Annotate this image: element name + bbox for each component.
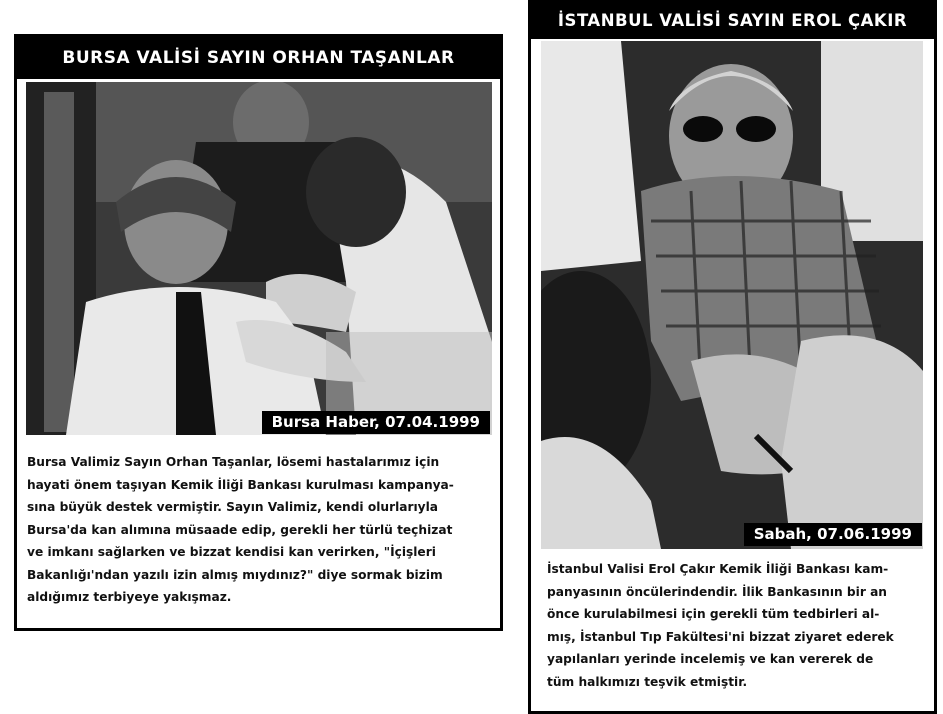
caption-line: Bakanlığı'ndan yazılı izin almış mıydınız?" diye sormak bizim: [27, 567, 443, 582]
istanbul-photo-illustration: [541, 41, 923, 549]
caption-line: sına büyük destek vermiştir. Sayın Valimiz, kendi olurlarıyla: [27, 500, 439, 514]
istanbul-article-caption: [547, 558, 925, 693]
caption-line: hayati önem taşıyan Kemik İliği Bankası kurulması kampanya-: [27, 477, 454, 492]
bursa-article-caption: [27, 451, 493, 609]
caption-line: tüm halkımızı teşvik etmiştir.: [547, 674, 748, 689]
istanbul-article-panel: [528, 0, 937, 714]
bursa-article-title: BURSA VALİSİ SAYIN ORHAN TAŞANLAR: [17, 37, 500, 79]
caption-line: panyasının öncülerindendir. İlik Bankasının bir an: [547, 584, 887, 599]
caption-line: Bursa Valimiz Sayın Orhan Taşanlar, lösemi hastalarımız için: [27, 455, 440, 469]
caption-line: Bursa'da kan alımına müsaade edip, gerekli her türlü teçhizat: [27, 522, 453, 537]
caption-line: mış, İstanbul Tıp Fakültesi'ni bizzat ziyaret ederek: [547, 629, 894, 644]
caption-line: İstanbul Valisi Erol Çakır Kemik İliği Bankası kam-: [547, 562, 889, 576]
bursa-photo-credit: Bursa Haber, 07.04.1999: [262, 411, 490, 434]
bursa-governor-blood-donation-photo: [26, 82, 492, 435]
caption-line: önce kurulabilmesi için gerekli tüm tedbirleri al-: [547, 607, 880, 621]
bursa-photo-illustration: [26, 82, 492, 435]
istanbul-article-title: İSTANBUL VALİSİ SAYIN EROL ÇAKIR: [531, 3, 934, 39]
caption-line: ve imkanı sağlarken ve bizzat kendisi kan verirken, "İçişleri: [27, 545, 436, 559]
istanbul-governor-blood-donation-photo: [541, 41, 923, 549]
caption-line: yapılanları yerinde incelemiş ve kan vererek de: [547, 652, 874, 666]
istanbul-photo-credit: Sabah, 07.06.1999: [744, 523, 922, 546]
caption-line: aldığımız terbiyeye yakışmaz.: [27, 590, 232, 604]
bursa-article-panel: [14, 34, 503, 631]
